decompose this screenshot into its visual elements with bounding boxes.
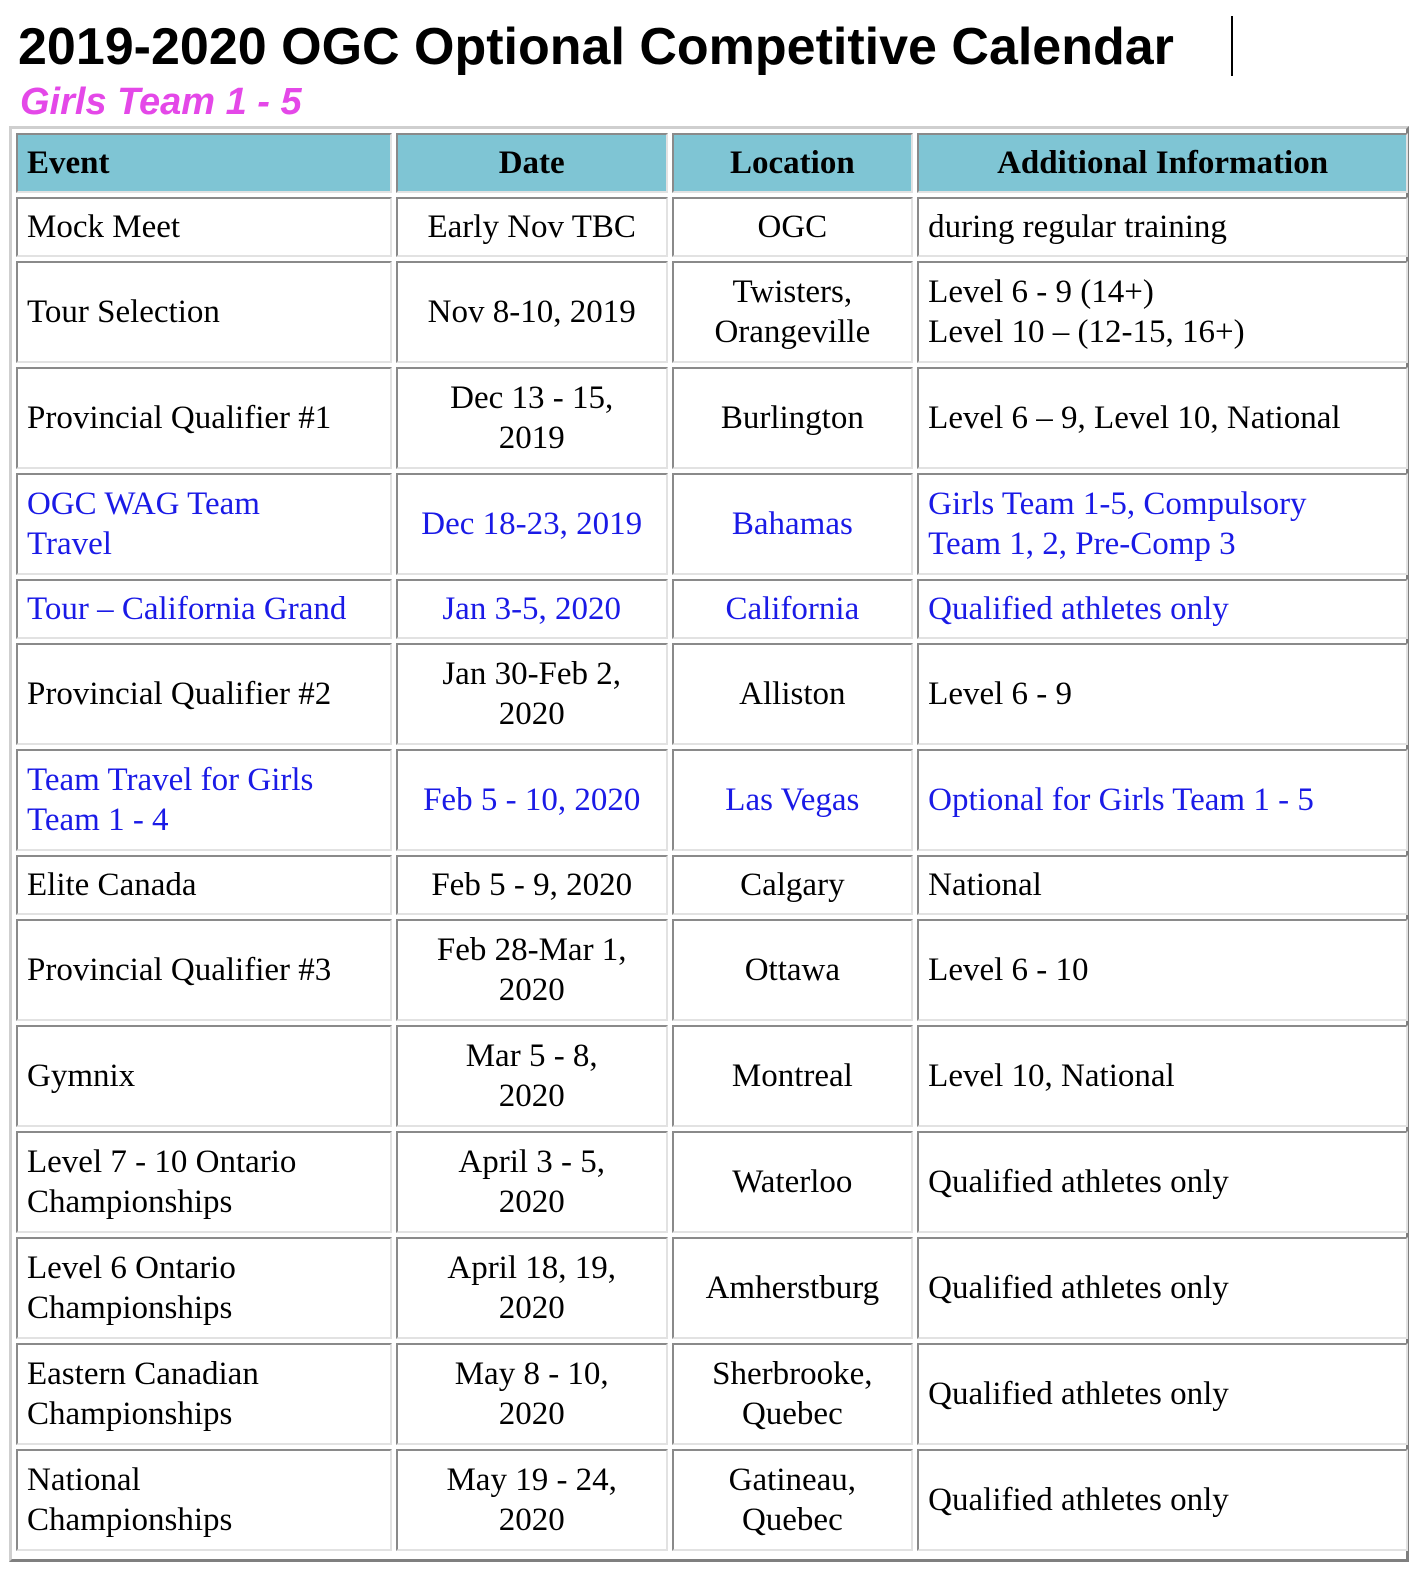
table-row: [16, 919, 1408, 1021]
date-cell: Early Nov TBC: [396, 197, 668, 257]
info-cell: Qualified athletes only: [917, 1343, 1408, 1445]
info-cell: during regular training: [917, 197, 1408, 257]
info-cell: Girls Team 1-5, Compulsory Team 1, 2, Pre-Comp 3: [917, 473, 1408, 575]
table-row: [16, 1237, 1408, 1339]
event-cell: National Championships: [16, 1449, 392, 1551]
date-cell: Feb 28-Mar 1, 2020: [396, 919, 668, 1021]
date-cell: May 8 - 10, 2020: [396, 1343, 668, 1445]
info-cell: Level 6 – 9, Level 10, National: [917, 367, 1408, 469]
header-location: Location: [672, 133, 914, 193]
location-cell: Burlington: [672, 367, 914, 469]
table-row: [16, 473, 1408, 575]
event-cell: Eastern Canadian Championships: [16, 1343, 392, 1445]
location-cell: Twisters, Orangeville: [672, 261, 914, 363]
info-cell: Qualified athletes only: [917, 1237, 1408, 1339]
table-row: [16, 643, 1408, 745]
date-cell: Jan 3-5, 2020: [396, 579, 668, 639]
location-cell: Ottawa: [672, 919, 914, 1021]
location-cell: Calgary: [672, 855, 914, 915]
event-cell: Tour Selection: [16, 261, 392, 363]
date-cell: Feb 5 - 10, 2020: [396, 749, 668, 851]
table-row: [16, 197, 1408, 257]
event-cell: Provincial Qualifier #3: [16, 919, 392, 1021]
header-additional-info: Additional Information: [917, 133, 1408, 193]
event-cell: Provincial Qualifier #2: [16, 643, 392, 745]
event-cell: OGC WAG Team Travel: [16, 473, 392, 575]
event-cell: Level 6 Ontario Championships: [16, 1237, 392, 1339]
info-cell: Qualified athletes only: [917, 1131, 1408, 1233]
table-row: [16, 1131, 1408, 1233]
event-cell: Level 7 - 10 Ontario Championships: [16, 1131, 392, 1233]
date-cell: May 19 - 24, 2020: [396, 1449, 668, 1551]
info-cell: National: [917, 855, 1408, 915]
date-cell: Mar 5 - 8, 2020: [396, 1025, 668, 1127]
date-cell: April 18, 19, 2020: [396, 1237, 668, 1339]
event-cell: Tour – California Grand: [16, 579, 392, 639]
info-cell: Level 10, National: [917, 1025, 1408, 1127]
table-row: [16, 1025, 1408, 1127]
table-row: [16, 1449, 1408, 1551]
table-row: [16, 749, 1408, 851]
location-cell: Amherstburg: [672, 1237, 914, 1339]
header-row: [16, 133, 1408, 193]
date-cell: Dec 13 - 15, 2019: [396, 367, 668, 469]
info-cell: Level 6 - 9 (14+) Level 10 – (12-15, 16+): [917, 261, 1408, 363]
date-cell: Feb 5 - 9, 2020: [396, 855, 668, 915]
table-row: [16, 1343, 1408, 1445]
location-cell: Alliston: [672, 643, 914, 745]
text-cursor: [1231, 16, 1233, 76]
location-cell: Montreal: [672, 1025, 914, 1127]
date-cell: Nov 8-10, 2019: [396, 261, 668, 363]
table-row: [16, 261, 1408, 363]
info-cell: Optional for Girls Team 1 - 5: [917, 749, 1408, 851]
location-cell: Las Vegas: [672, 749, 914, 851]
page-subtitle: Girls Team 1 - 5: [20, 81, 302, 123]
event-cell: Provincial Qualifier #1: [16, 367, 392, 469]
location-cell: Bahamas: [672, 473, 914, 575]
location-cell: California: [672, 579, 914, 639]
date-cell: April 3 - 5, 2020: [396, 1131, 668, 1233]
event-cell: Team Travel for Girls Team 1 - 4: [16, 749, 392, 851]
info-cell: Qualified athletes only: [917, 1449, 1408, 1551]
info-cell: Level 6 - 10: [917, 919, 1408, 1021]
event-cell: Gymnix: [16, 1025, 392, 1127]
location-cell: OGC: [672, 197, 914, 257]
event-cell: Mock Meet: [16, 197, 392, 257]
table-row: [16, 367, 1408, 469]
info-cell: Qualified athletes only: [917, 579, 1408, 639]
event-cell: Elite Canada: [16, 855, 392, 915]
location-cell: Waterloo: [672, 1131, 914, 1233]
table-row: [16, 579, 1408, 639]
location-cell: Gatineau, Quebec: [672, 1449, 914, 1551]
table-row: [16, 855, 1408, 915]
date-cell: Dec 18-23, 2019: [396, 473, 668, 575]
location-cell: Sherbrooke, Quebec: [672, 1343, 914, 1445]
info-cell: Level 6 - 9: [917, 643, 1408, 745]
page-title: 2019-2020 OGC Optional Competitive Calendar: [18, 18, 1174, 76]
date-cell: Jan 30-Feb 2, 2020: [396, 643, 668, 745]
header-event: Event: [16, 133, 392, 193]
calendar-table: [12, 129, 1412, 1555]
header-date: Date: [396, 133, 668, 193]
